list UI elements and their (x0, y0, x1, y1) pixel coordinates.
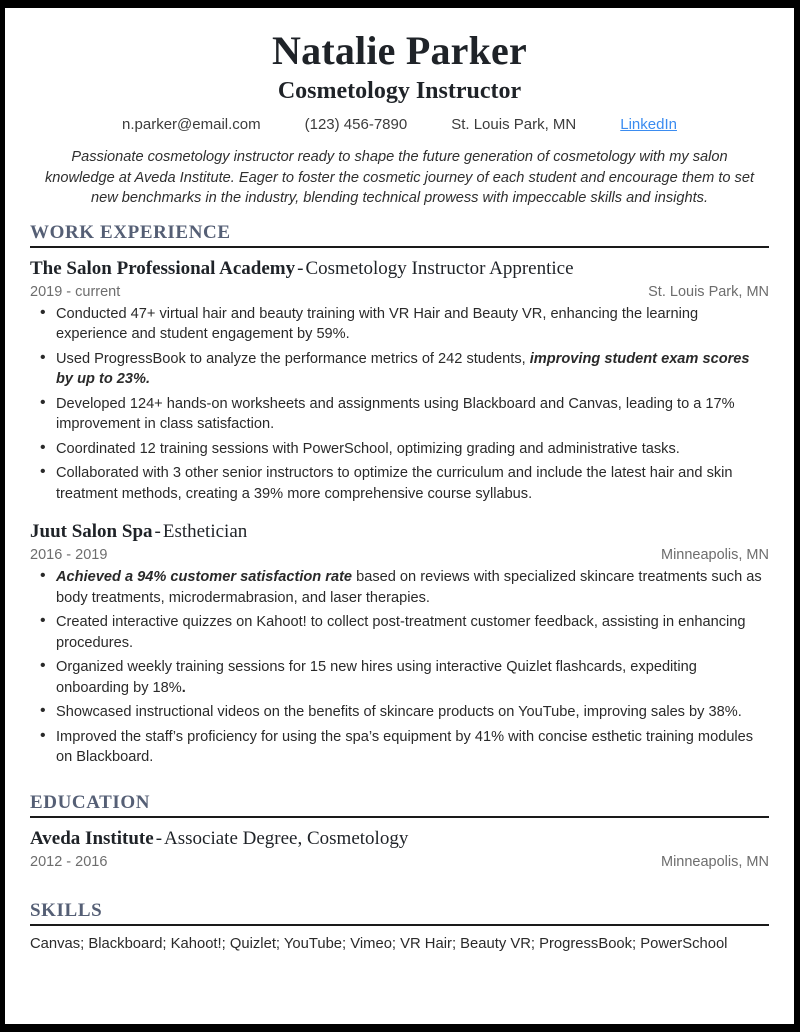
bullet-emphasis: . (181, 679, 186, 696)
entry-location: St. Louis Park, MN (648, 283, 769, 300)
section-heading-skills: SKILLS (30, 899, 103, 921)
bullet-item (30, 612, 769, 653)
section-divider-work (30, 246, 769, 248)
bullet-item (30, 463, 769, 504)
entry-bullet-list (30, 567, 769, 768)
bullet-text: Developed 124+ hands-on worksheets and assignments using Blackboard and Canvas, leading to a 17% improvement in class satisfaction. (56, 395, 735, 432)
section-work-experience (30, 222, 769, 768)
bullet-item (30, 349, 769, 390)
entry-separator: - (154, 521, 161, 542)
entry-meta (30, 547, 769, 563)
candidate-name: Natalie Parker (272, 28, 527, 73)
entry-headline (30, 257, 769, 281)
bullet-item (30, 657, 769, 698)
entry-separator: - (155, 827, 163, 849)
bullet-emphasis: Achieved a 94% customer satisfaction rate (56, 569, 353, 585)
bullet-text: Created interactive quizzes on Kahoot! to collect post-treatment customer feedback, assisting in enhancing procedures. (56, 614, 746, 651)
bullet-item (30, 727, 769, 768)
entry-location: Minneapolis, MN (661, 853, 769, 870)
entry-organization: Aveda Institute (30, 827, 154, 849)
section-divider-skills (30, 924, 769, 926)
section-divider-education (30, 816, 769, 818)
education-entry (30, 827, 769, 870)
bullet-item (30, 394, 769, 435)
entry-organization: Juut Salon Spa (30, 521, 153, 542)
work-entry (30, 520, 769, 768)
bullet-text: based on reviews with specialized skincare treatments such as body treatments, microdermabrasion, and laser therapies. (56, 569, 762, 606)
bullet-text: Organized weekly training sessions for 15 new hires using interactive Quizlet flashcards, expediting onboarding by 18% (56, 659, 697, 696)
resume-page (5, 8, 794, 1024)
bullet-item (30, 567, 769, 608)
section-education (30, 792, 769, 870)
entry-organization: The Salon Professional Academy (30, 257, 296, 279)
entry-role: Cosmetology Instructor Apprentice (305, 257, 574, 279)
entry-headline (30, 520, 769, 544)
section-heading-work: WORK EXPERIENCE (30, 221, 231, 243)
entry-dates: 2019 - current (30, 283, 121, 300)
entry-separator: - (297, 257, 304, 279)
bullet-text: Showcased instructional videos on the benefits of skincare products on YouTube, improving sales by 38%. (56, 704, 742, 720)
bullet-item (30, 304, 769, 345)
contact-phone: (123) 456-7890 (304, 116, 408, 133)
entry-role: Associate Degree, Cosmetology (164, 827, 409, 849)
entry-role: Esthetician (162, 521, 248, 542)
bullet-text: Collaborated with 3 other senior instructors to optimize the curriculum and include the latest hair and skin treatment methods, creating a 39% more comprehensive course syllabus. (56, 465, 733, 502)
skills-list: Canvas; Blackboard; Kahoot!; Quizlet; YouTube; Vimeo; VR Hair; Beauty VR; ProgressBook; PowerSchool (30, 935, 728, 952)
resume-header (30, 28, 769, 133)
entry-dates: 2016 - 2019 (30, 547, 108, 563)
bullet-text: Used ProgressBook to analyze the performance metrics of 242 students, (56, 350, 530, 367)
bullet-item (30, 439, 769, 460)
professional-summary: Passionate cosmetology instructor ready to shape the future generation of cosmetology with my salon knowledge at Aveda Institute. Eager to foster the cosmetic journey of each student and encourage them to set new benchmarks in the industry, blending technical prowess with impeccable skills and insights. (44, 149, 755, 206)
contact-location: St. Louis Park, MN (451, 116, 577, 133)
bullet-text: Conducted 47+ virtual hair and beauty training with VR Hair and Beauty VR, enhancing the learning experience and student engagement by 59%. (56, 305, 699, 342)
bullet-text: Coordinated 12 training sessions with PowerSchool, optimizing grading and administrative tasks. (56, 440, 680, 457)
entry-meta (30, 854, 769, 870)
section-heading-education: EDUCATION (30, 791, 151, 813)
entry-meta (30, 284, 769, 300)
contact-email: n.parker@email.com (122, 116, 261, 133)
entry-headline (30, 827, 769, 851)
linkedin-link[interactable]: LinkedIn (620, 116, 677, 133)
bullet-text: Improved the staff’s proficiency for using the spa’s equipment by 41% with concise esthetic training modules on Blackboard. (56, 728, 754, 765)
contact-row (30, 116, 769, 133)
candidate-job-title: Cosmetology Instructor (277, 78, 522, 104)
entry-bullet-list (30, 304, 769, 505)
entry-location: Minneapolis, MN (661, 547, 769, 563)
bullet-item (30, 702, 769, 723)
work-entry (30, 257, 769, 505)
bullet-emphasis: improving student exam scores by up to 23%. (56, 350, 750, 387)
section-skills (30, 900, 769, 955)
entry-dates: 2012 - 2016 (30, 853, 108, 870)
